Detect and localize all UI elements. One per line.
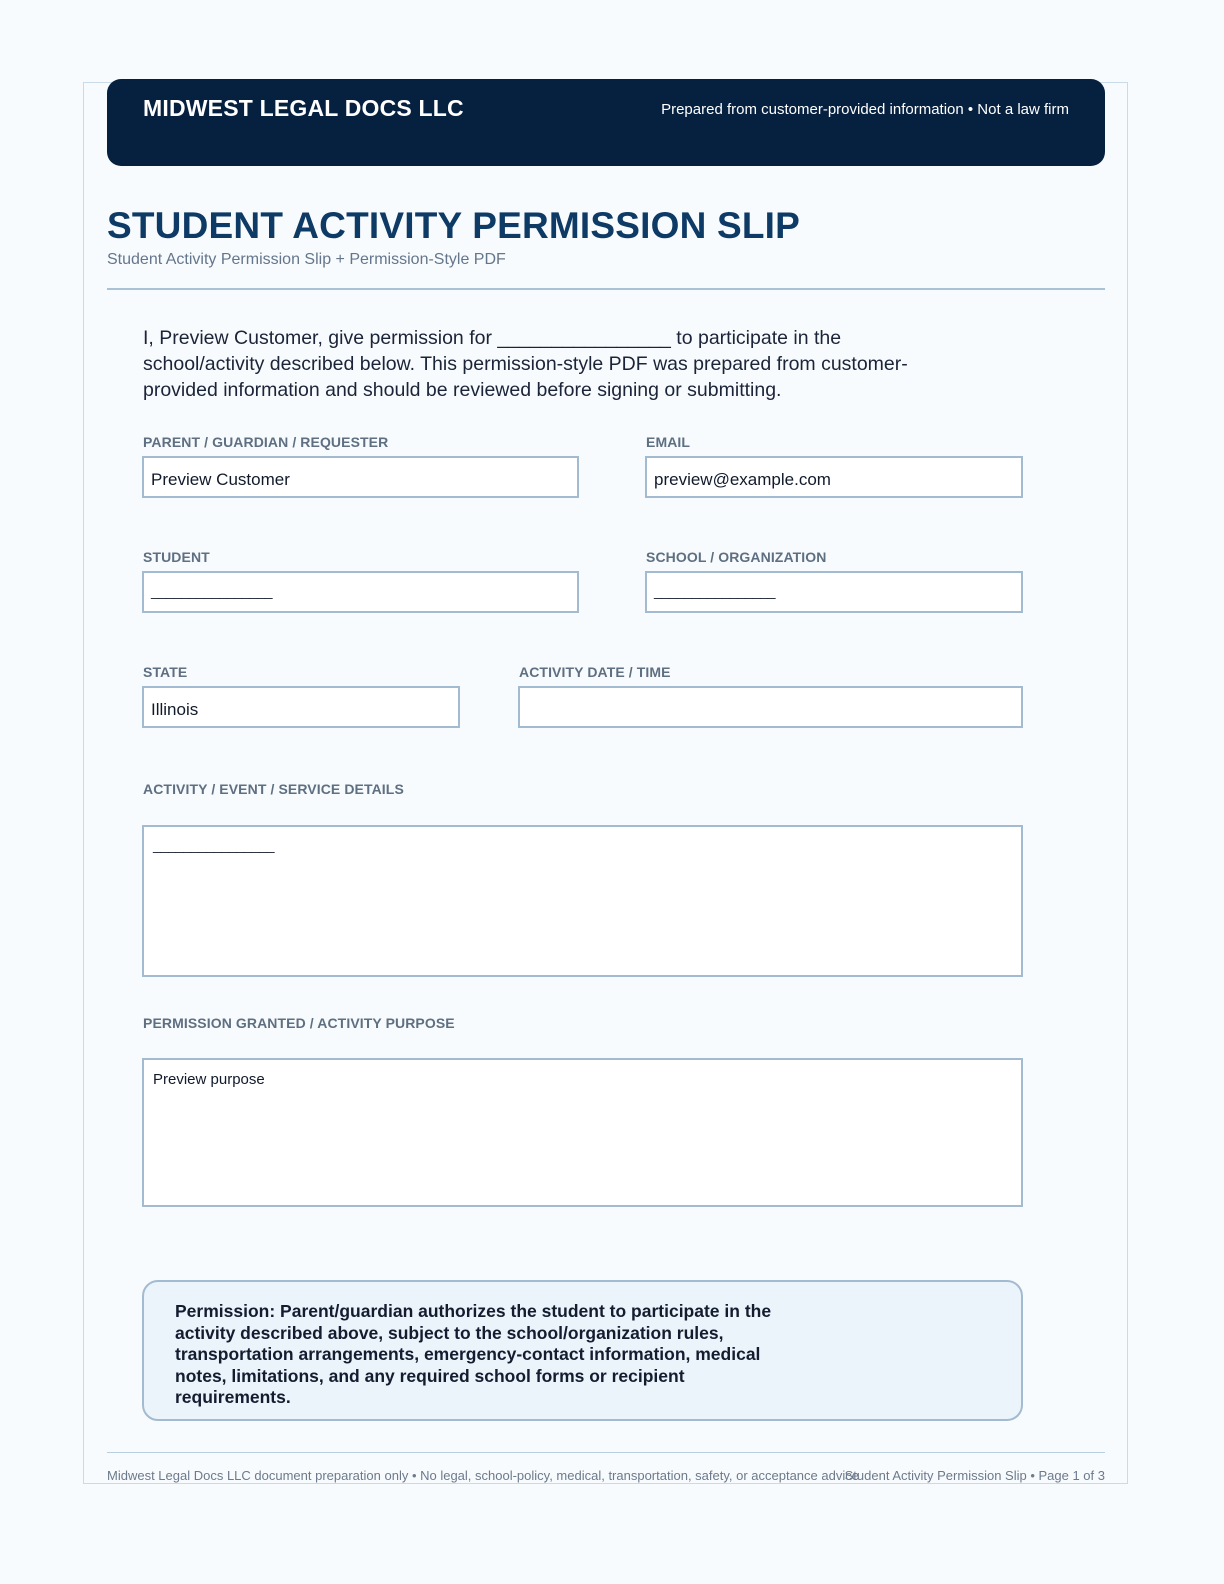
state-value: Illinois [151, 700, 199, 719]
details-textarea[interactable] [142, 825, 1023, 977]
student-field[interactable] [142, 571, 579, 613]
divider [107, 288, 1105, 290]
footer-divider [107, 1452, 1105, 1453]
details-value: ________________ [153, 837, 275, 853]
parent-value: Preview Customer [151, 470, 290, 489]
footer-page-info: Student Activity Permission Slip • Page 1 of 3 [844, 1468, 1105, 1483]
activity-date-field[interactable] [518, 686, 1023, 728]
email-value: preview@example.com [654, 470, 831, 489]
school-label: SCHOOL / ORGANIZATION [646, 549, 827, 565]
student-label: STUDENT [143, 549, 210, 565]
document-subtitle: Student Activity Permission Slip + Permission-Style PDF [107, 251, 506, 268]
purpose-label: PERMISSION GRANTED / ACTIVITY PURPOSE [143, 1015, 455, 1031]
school-value: ________________ [654, 583, 776, 599]
email-field[interactable] [645, 456, 1023, 498]
parent-field[interactable] [142, 456, 579, 498]
student-value: ________________ [151, 583, 273, 599]
brand-name: MIDWEST LEGAL DOCS LLC [143, 95, 464, 121]
state-field[interactable] [142, 686, 460, 728]
intro-paragraph: I, Preview Customer, give permission for ________________ to participate in the school/activity described below. This permission-style PDF was prepared from customer-provided information and should be reviewed before signing or submitting. [143, 327, 908, 401]
school-field[interactable] [645, 571, 1023, 613]
state-label: STATE [143, 664, 188, 680]
purpose-textarea[interactable] [142, 1058, 1023, 1207]
footer-disclaimer: Midwest Legal Docs LLC document preparation only • No legal, school-policy, medical, transportation, safety, or acceptance advice [107, 1468, 859, 1483]
permission-notice [142, 1280, 1023, 1421]
details-label: ACTIVITY / EVENT / SERVICE DETAILS [143, 781, 404, 797]
purpose-value: Preview purpose [153, 1071, 265, 1088]
document-title: STUDENT ACTIVITY PERMISSION SLIP [107, 205, 801, 246]
activity-date-label: ACTIVITY DATE / TIME [519, 664, 671, 680]
header-bar [107, 79, 1105, 166]
email-label: EMAIL [646, 434, 691, 450]
parent-label: PARENT / GUARDIAN / REQUESTER [143, 434, 389, 450]
permission-notice-text: Permission: Parent/guardian authorizes the student to participate in the activity described above, subject to the school/organization rules, transportation arrangements, emergency-contact information, medical notes, limitations, and any required school forms or recipient requirements. [175, 1301, 772, 1407]
header-tagline: Prepared from customer-provided information • Not a law firm [661, 101, 1069, 118]
